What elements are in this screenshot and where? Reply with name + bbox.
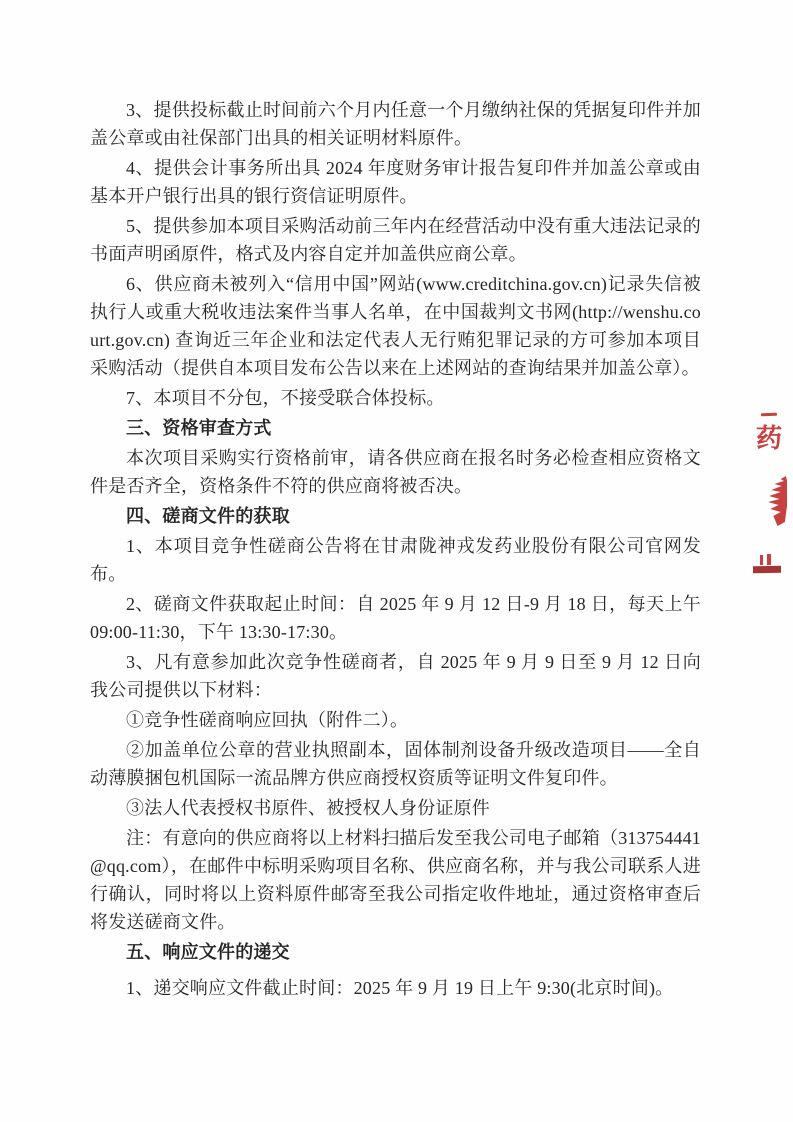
- clause-6-credit-check: 6、供应商未被列入“信用中国”网站(www.creditchina.gov.cn)记录失信被执行人或重大税收违法案件当事人名单，在中国裁判文书网(http://wenshu.court.gov.cn) 查询近三年企业和法定代表人无行贿犯罪记录的方可参加本项目采购活动（提供自本项目发布公告以来在上述网站的查询结果并加盖公章）。: [90, 274, 701, 378]
- subitem-business-license: ②加盖单位公章的营业执照副本，固体制剂设备升级改造项目——全自动薄膜捆包机国际一流品牌方供应商授权资质等证明文件复印件。: [90, 740, 701, 788]
- seal-blob-fragment: [766, 476, 787, 526]
- item-materials-required: 3、凡有意参加此次竞争性磋商者，自 2025 年 9 月 9 日至 9 月 12 日向我公司提供以下材料：: [90, 652, 701, 700]
- section-heading-document-obtain: 四、磋商文件的获取: [126, 506, 290, 526]
- subitem-legal-authorization: ③法人代表授权书原件、被授权人身份证原件: [126, 798, 490, 818]
- seal-character-fragment: 药: [756, 424, 783, 453]
- clause-5-declaration-letter: 5、提供参加本项目采购活动前三年内在经营活动中没有重大违法记录的书面声明函原件，格式及内容自定并加盖供应商公章。: [90, 216, 701, 264]
- note-email-submission: 注：有意向的供应商将以上材料扫描后发至我公司电子邮箱（313754441@qq.com），在邮件中标明采购项目名称、供应商名称，并与我公司联系人进行确认，同时将以上资料原件邮寄至我公司指定收件地址，通过资格审查后将发送磋商文件。: [90, 828, 701, 932]
- item-announcement-publish: 1、本项目竞争性磋商公告将在甘肃陇神戎发药业股份有限公司官网发布。: [90, 536, 701, 584]
- clause-3-social-insurance: 3、提供投标截止时间前六个月内任意一个月缴纳社保的凭据复印件并加盖公章或由社保部门出具的相关证明材料原件。: [90, 100, 701, 148]
- seal-tick-fragment: [760, 555, 763, 565]
- document-body: [90, 96, 701, 1004]
- section-heading-response-submission: 五、响应文件的递交: [126, 942, 290, 962]
- clause-7-no-consortium: 7、本项目不分包，不接受联合体投标。: [126, 388, 445, 408]
- seal-bar-fragment: [753, 566, 781, 573]
- clause-4-audit-report: 4、提供会计事务所出具 2024 年度财务审计报告复印件并加盖公章或由基本开户银行出具的银行资信证明原件。: [90, 158, 701, 206]
- subitem-response-receipt: ①竞争性磋商响应回执（附件二）。: [126, 710, 409, 730]
- seal-stroke-fragment: [761, 413, 777, 417]
- item-obtain-time: 2、磋商文件获取起止时间：自 2025 年 9 月 12 日-9 月 18 日，每天上午 09:00-11:30，下午 13:30-17:30。: [90, 594, 701, 642]
- section-heading-qualification-review: 三、资格审查方式: [126, 418, 272, 438]
- para-qualification-review: 本次项目采购实行资格前审，请各供应商在报名时务必检查相应资格文件是否齐全，资格条件不符的供应商将被否决。: [90, 448, 701, 496]
- item-submission-deadline: 1、递交响应文件截止时间：2025 年 9 月 19 日上午 9:30(北京时间)。: [126, 978, 674, 998]
- seal-tick-fragment: [767, 554, 771, 565]
